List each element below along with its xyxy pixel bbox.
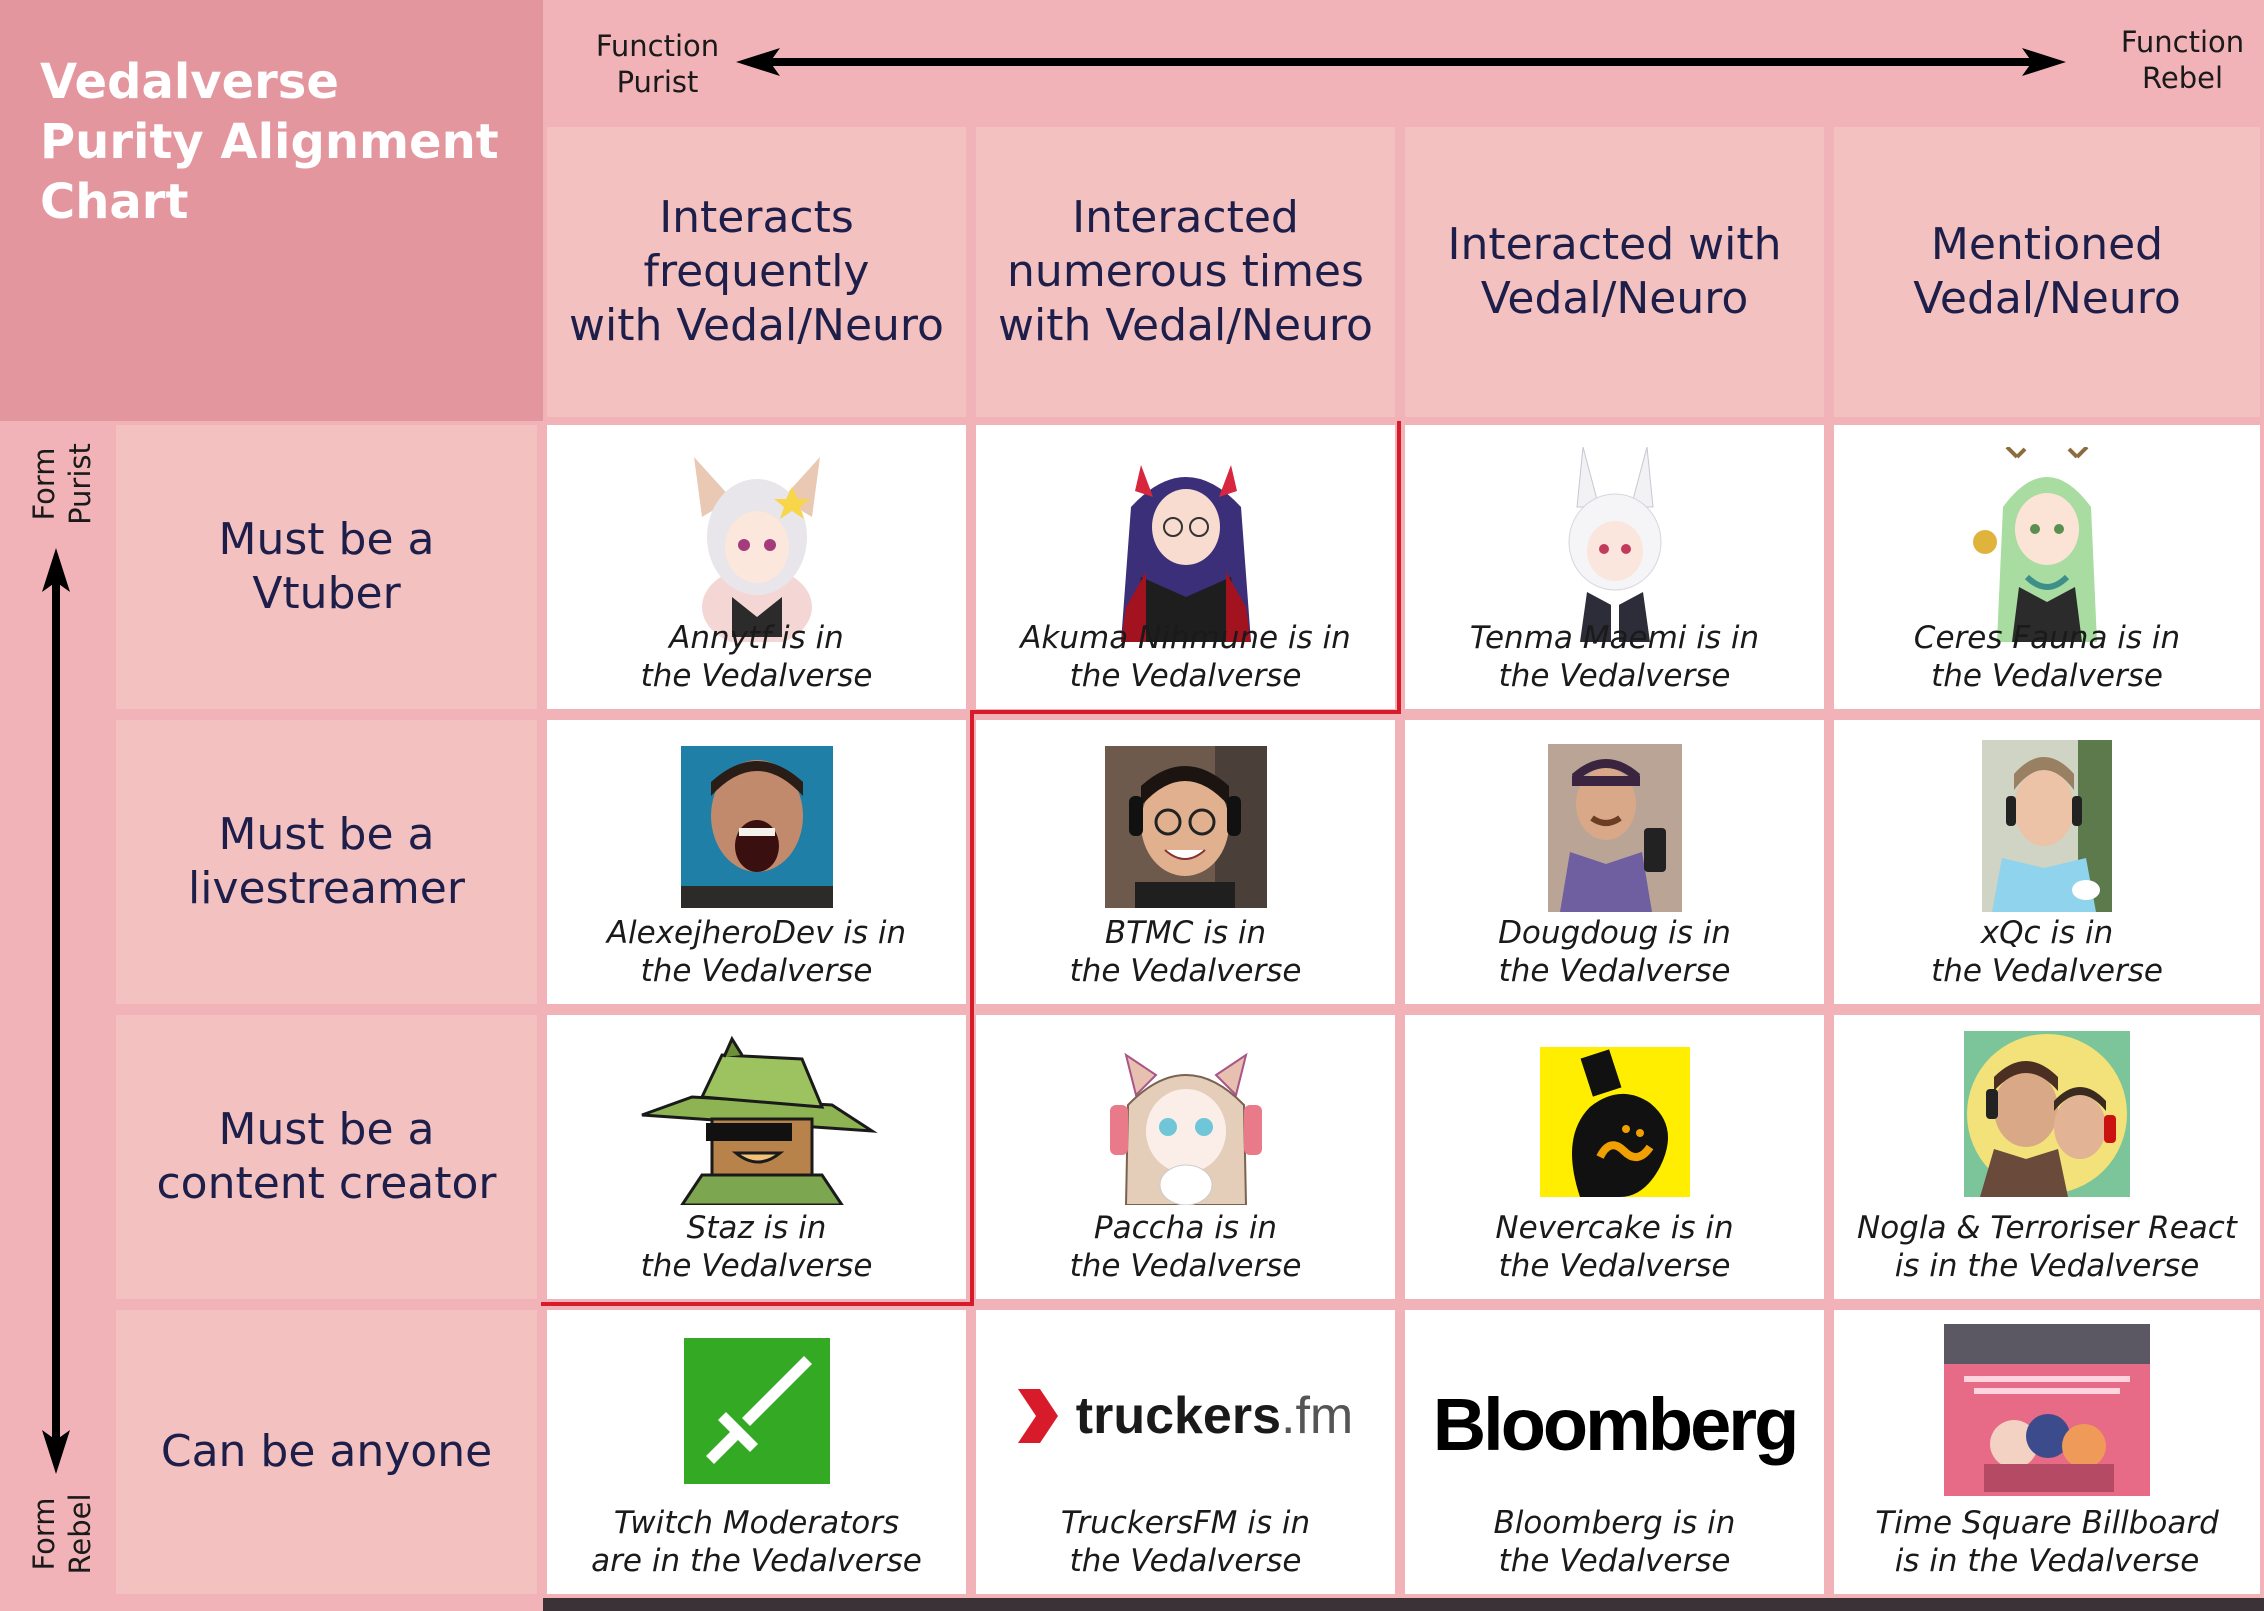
nevercake-logo-icon: [1540, 1047, 1690, 1197]
vtuber-avatar-icon: [1967, 447, 2127, 642]
form-purist-label: Form Purist: [27, 443, 97, 525]
truckersfm-chevron-icon: [1018, 1389, 1058, 1443]
column-header-1: Interacts frequently with Vedal/Neuro: [547, 127, 966, 417]
truckersfm-wordmark: truckers: [1075, 1387, 1281, 1445]
cell-caption: BTMC is in the Vedalverse: [1069, 915, 1302, 989]
column-header-2: Interacted numerous times with Vedal/Neuro: [976, 127, 1395, 417]
streamer-photo-icon: [1982, 740, 2112, 912]
cell-caption: AlexejheroDev is in the Vedalverse: [606, 915, 907, 989]
bloomberg-logo: [1405, 1382, 1824, 1467]
column-header-3: Interacted with Vedal/Neuro: [1405, 127, 1824, 417]
cell-caption: Annytf is in the Vedalverse: [640, 620, 873, 694]
cell-caption: Bloomberg is in the Vedalverse: [1493, 1505, 1736, 1579]
form-rebel-label-box: [22, 1492, 102, 1576]
row-header-4: Can be anyone: [116, 1310, 537, 1594]
chart-title: Vedalverse Purity Alignment Chart: [40, 54, 499, 230]
bottom-border: [543, 1598, 2264, 1611]
sword-icon: [684, 1338, 830, 1484]
vertical-double-arrow-icon: [36, 548, 76, 1474]
cell-ceres-fauna: [1834, 425, 2260, 709]
cell-alexejherodev: [547, 720, 966, 1004]
cell-tenma-maemi: [1405, 425, 1824, 709]
cell-caption: Ceres Fauna is in the Vedalverse: [1913, 620, 2181, 694]
cell-caption: Staz is in the Vedalverse: [640, 1210, 873, 1284]
form-purist-label-box: [22, 442, 102, 526]
cell-caption: Tenma Maemi is in the Vedalverse: [1469, 620, 1760, 694]
cell-truckersfm: [976, 1310, 1395, 1594]
cell-caption: Nogla & Terroriser React is in the Vedalverse: [1857, 1210, 2237, 1284]
vtuber-avatar-icon: [1555, 447, 1675, 642]
cell-caption: Time Square Billboard is in the Vedalverse: [1875, 1505, 2219, 1579]
cell-time-square-billboard: [1834, 1310, 2260, 1594]
billboard-photo-icon: [1944, 1324, 2150, 1496]
cell-caption: Paccha is in the Vedalverse: [1069, 1210, 1302, 1284]
streamer-photo-icon: [1548, 744, 1682, 912]
cell-caption: xQc is in the Vedalverse: [1931, 915, 2163, 989]
cell-dougdoug: [1405, 720, 1824, 1004]
horizontal-double-arrow-icon: [736, 40, 2066, 84]
vtuber-avatar-icon: [1101, 447, 1271, 642]
function-rebel-label: Function Rebel: [2120, 25, 2245, 95]
cell-caption: Twitch Moderators are in the Vedalverse: [591, 1505, 922, 1579]
truckersfm-suffix: .fm: [1281, 1387, 1354, 1445]
cell-caption: Dougdoug is in the Vedalverse: [1498, 915, 1731, 989]
streamer-photo-icon: [681, 746, 833, 908]
cell-akuma-nihmune: [976, 425, 1395, 709]
row-header-3: Must be a content creator: [116, 1015, 537, 1299]
cell-caption: Nevercake is in the Vedalverse: [1495, 1210, 1734, 1284]
row-header-1: Must be a Vtuber: [116, 425, 537, 709]
bloomberg-wordmark: Bloomberg: [1432, 1383, 1797, 1466]
cell-nogla-terroriser: [1834, 1015, 2260, 1299]
cell-annytf: [547, 425, 966, 709]
row-header-2: Must be a livestreamer: [116, 720, 537, 1004]
cell-twitch-moderators: [547, 1310, 966, 1594]
cartoon-avatar-icon: [632, 1035, 882, 1205]
cell-staz: [547, 1015, 966, 1299]
cell-paccha: [976, 1015, 1395, 1299]
form-rebel-label: Form Rebel: [27, 1493, 97, 1575]
cell-bloomberg: [1405, 1310, 1824, 1594]
streamer-duo-icon: [1964, 1031, 2130, 1197]
vtuber-avatar-icon: [682, 447, 832, 642]
function-purist-label: Function Purist: [595, 29, 720, 99]
cell-caption: Akuma Nihmune is in the Vedalverse: [1020, 620, 1351, 694]
truckersfm-logo: [976, 1386, 1395, 1446]
cell-nevercake: [1405, 1015, 1824, 1299]
cell-xqc: [1834, 720, 2260, 1004]
cell-btmc: [976, 720, 1395, 1004]
vtuber-avatar-icon: [1106, 1035, 1266, 1205]
cell-caption: TruckersFM is in the Vedalverse: [1060, 1505, 1311, 1579]
streamer-photo-icon: [1105, 746, 1267, 908]
column-header-4: Mentioned Vedal/Neuro: [1834, 127, 2260, 417]
